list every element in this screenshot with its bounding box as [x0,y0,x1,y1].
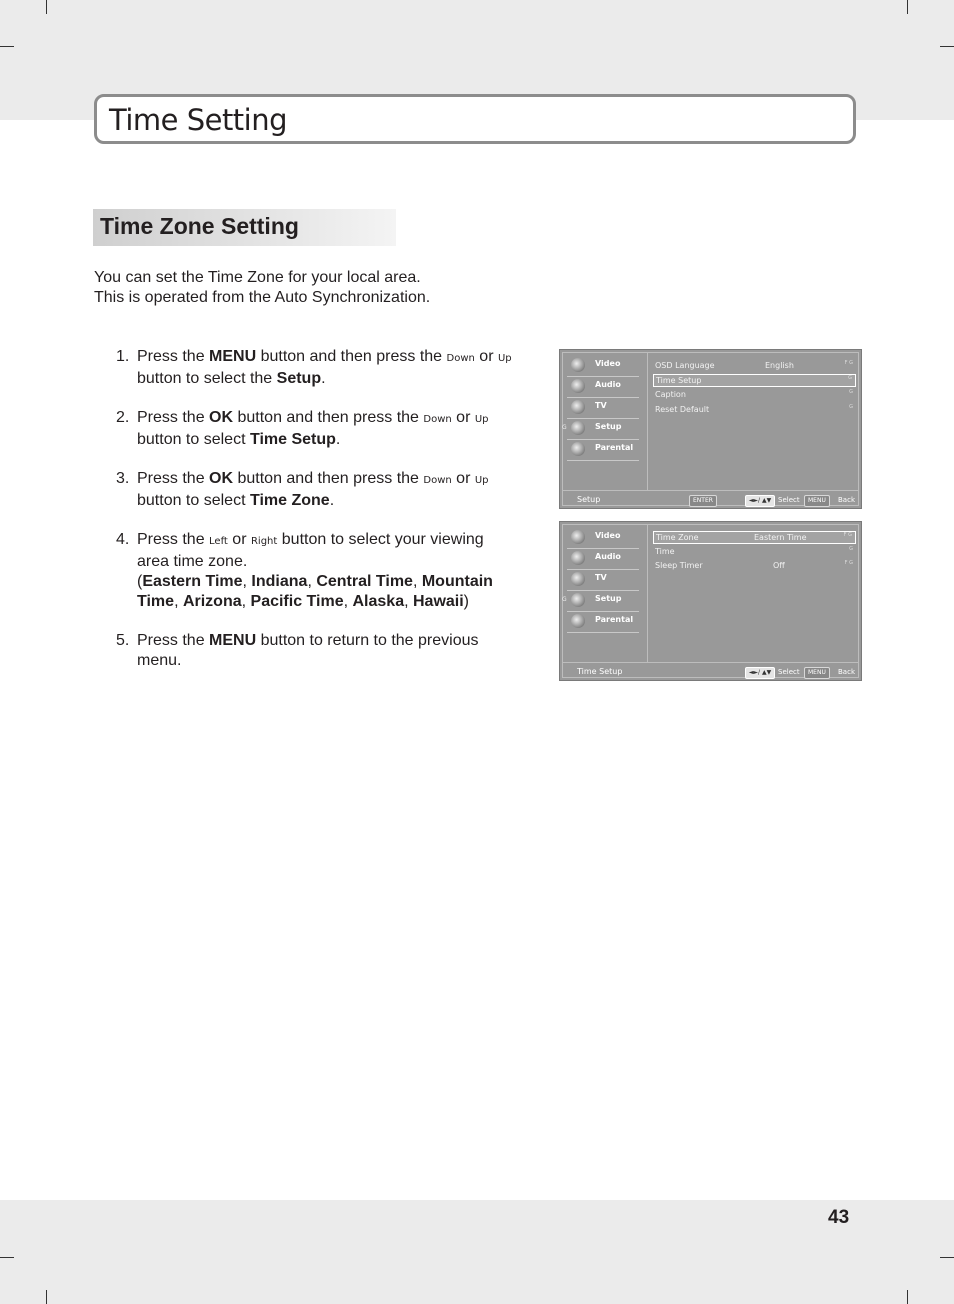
page-title-box [94,94,856,144]
intro-line: This is operated from the Auto Synchronization. [94,289,431,306]
intro-line: You can set the Time Zone for your local area. [94,269,421,286]
parental-icon [571,442,585,456]
menu-item-video[interactable]: Video [567,528,639,549]
footer-band [0,1200,954,1304]
video-icon [571,530,585,544]
osd-screen-time-setup [559,521,862,681]
osd-footer: Time Setup ◄►/ ▲▼ Select MENU Back [563,662,858,677]
breadcrumb: Setup [577,495,601,504]
option-caption[interactable]: Caption G [655,389,853,399]
crop-mark [0,1257,14,1258]
crop-mark [907,1290,908,1304]
menu-key-icon: MENU [804,495,830,507]
osd-options [651,353,858,490]
menu-item-audio[interactable]: Audio [567,377,639,398]
tv-icon [571,572,585,586]
step-5: 5. Press the MENU button to return to the previous menu. [116,632,479,669]
osd-footer: Setup ENTER ◄►/ ▲▼ Select MENU Back [563,490,858,505]
menu-item-tv[interactable]: TV [567,398,639,419]
crop-mark [940,1257,954,1258]
menu-item-setup[interactable]: G Setup [567,591,639,612]
enter-key-icon: ENTER [689,495,717,507]
option-time-zone[interactable]: Time Zone Eastern Time F G [653,531,856,544]
parental-icon [571,614,585,628]
menu-key-icon: MENU [804,667,830,679]
menu-item-parental[interactable]: Parental [567,440,639,461]
menu-item-audio[interactable]: Audio [567,549,639,570]
option-sleep-timer[interactable]: Sleep Timer Off F G [655,560,853,570]
tv-icon [571,400,585,414]
arrow-keys-icon: ◄►/ ▲▼ [745,667,775,679]
cursor-icon: G [562,596,567,603]
audio-icon [571,379,585,393]
menu-item-parental[interactable]: Parental [567,612,639,633]
crop-mark [46,0,47,14]
audio-icon [571,551,585,565]
step-4: 4. Press the Left or Right button to select your viewing area time zone. (Eastern Time, Indiana, Central Time, Mountain Time, Arizona, Pacific Time, Alaska, Hawaii) [116,531,493,610]
option-time-setup[interactable]: Time Setup G [653,374,856,387]
video-icon [571,358,585,372]
section-title-bar [93,209,396,246]
intro-text [94,268,430,308]
breadcrumb: Time Setup [577,667,623,676]
option-time[interactable]: Time G [655,546,853,556]
option-reset-default[interactable]: Reset Default G [655,404,853,414]
setup-icon [571,593,585,607]
cursor-icon: G [562,424,567,431]
step-2: 2. Press the OK button and then press the Down or Up button to select Time Setup. [116,409,489,448]
crop-mark [907,0,908,14]
setup-icon [571,421,585,435]
page-number: 43 [828,1207,850,1228]
crop-mark [0,46,14,47]
osd-options [651,525,858,662]
page-title: Time Setting [109,103,288,137]
crop-mark [46,1290,47,1304]
menu-item-tv[interactable]: TV [567,570,639,591]
step-3: 3. Press the OK button and then press the Down or Up button to select Time Zone. [116,470,489,509]
arrow-keys-icon: ◄►/ ▲▼ [745,495,775,507]
osd-left-menu [563,353,648,490]
option-osd-language[interactable]: OSD Language English F G [655,360,853,370]
step-1: 1. Press the MENU button and then press the Down or Up button to select the Setup. [116,348,512,387]
menu-item-video[interactable]: Video [567,356,639,377]
osd-left-menu [563,525,648,662]
section-title: Time Zone Setting [100,213,299,239]
crop-mark [940,46,954,47]
osd-screen-setup [559,349,862,509]
steps-list [116,347,516,690]
menu-item-setup[interactable]: G Setup [567,419,639,440]
